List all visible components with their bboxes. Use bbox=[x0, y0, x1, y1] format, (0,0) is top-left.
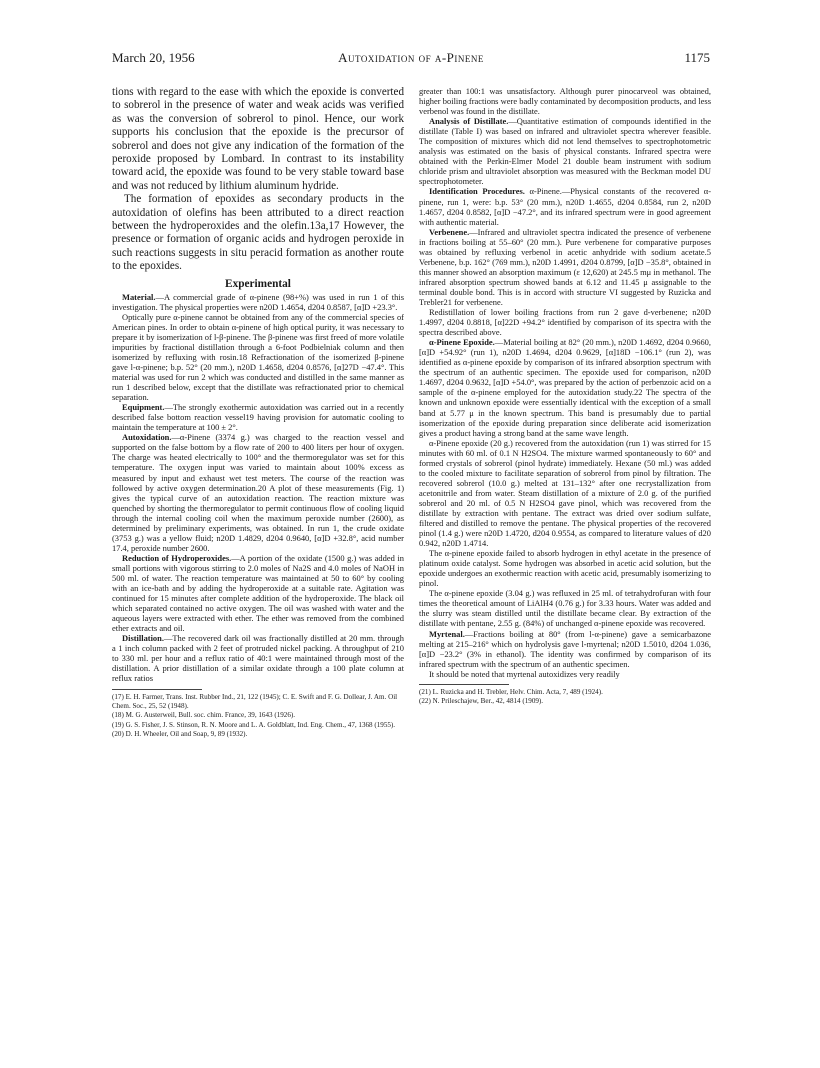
intro-paragraph: tions with regard to the ease with which the epoxide is converted to sobrerol in the presence of water and weak acids was verified as was the conversion of sobrerol to pinol. Hence, our work supports his conclusion that the epoxide is the precursor of sobrerol and does not give any indication of the formation of the peroxide proposed by Lombard. In contrast to its instability toward acid, the epoxide was found to be very stable toward base and was not reduced by lithium aluminum hydride. bbox=[112, 86, 404, 192]
paragraph bbox=[112, 402, 404, 432]
footnote: (20) D. H. Wheeler, Oil and Soap, 9, 89 (1932). bbox=[112, 730, 248, 739]
paragraph-run-in: Reduction of Hydroperoxides. bbox=[122, 552, 232, 563]
paragraph bbox=[419, 629, 711, 669]
footnote: (21) L. Ruzicka and H. Trebler, Helv. Chim. Acta, 7, 489 (1924). bbox=[419, 687, 603, 696]
paragraph-run-in: Verbenene. bbox=[429, 226, 470, 237]
intro-paragraph: The formation of epoxides as secondary products in the autoxidation of olefins has been attributed to a direct reaction between the hydroperoxides and the olefin.13a,17 However, the presence or formation of organic acids and hydrogen peroxide in such reactions suggests in situ peracid formation as another route to the epoxides. bbox=[112, 193, 404, 273]
paragraph-run-in: Material. bbox=[122, 291, 156, 302]
paragraph-run-in: Identification Procedures. bbox=[429, 186, 525, 197]
paragraph-text: The α-pinene epoxide failed to absorb hydrogen in ethyl acetate in the presence of platinum oxide catalyst. Some hydrogen was absorbed in acetic acid solution, but the epoxide undergoes an exothermic reaction with acetic acid, presumably isomerizing to pinol. bbox=[419, 548, 711, 589]
paragraph-text: —Fractions boiling at 80° (from l-α-pinene) gave a semicarbazone melting at 215–216° which on hydrolysis gave l-myrtenal; n20D 1.5010, d204 1.036, [α]D −23.2° (3% in ethanol). The identity was confirmed by comparison of its infrared spectrum with the spectrum of an authentic specimen. bbox=[419, 628, 711, 669]
paragraph bbox=[419, 116, 711, 186]
paragraph-run-in: Distillation. bbox=[122, 633, 164, 644]
header-page-number: 1175 bbox=[684, 50, 710, 65]
paragraph bbox=[112, 312, 404, 402]
paragraph-text: —A commercial grade of α-pinene (98+%) was used in run 1 of this investigation. The physical properties were n20D 1.4654, d204 0.8587, [α]D +23.3°. bbox=[112, 291, 404, 312]
paragraph-text: It should be noted that myrtenal autoxidizes very readily bbox=[429, 668, 620, 679]
paragraph-text: —Material boiling at 82° (20 mm.), n20D 1.4692, d204 0.9660, [α]D +54.92° (run 1), n20D 1.4694, d204 0.9629, [α]18D −106.1° (run 2), was identified as α-pinene epoxide by comparison of its infrared absorption spectrum with the spectrum of an authentic specimen. The epoxide used for comparison, n20D 1.4697, d204 0.9632, [α]D +54.0°, was prepared by the action of perbenzoic acid on a sample of the α-pinene employed for the autoxidation study.22 The spectra of the known and unknown epoxide were essentially identical with the exception of a small band at 5.77 μ in the known spectrum. This band is presumably due to partial isomerization of the epoxide during preparation since deliberate acid isomerization gives a product having a strong band at the same wave length. bbox=[419, 337, 711, 438]
paragraph-text: The α-pinene epoxide (3.04 g.) was refluxed in 25 ml. of tetrahydrofuran with four times the theoretical amount of LiAlH4 (0.76 g.) for 3.33 hours. Water was added and the slurry was steam distilled until the distillate became clear. By extraction of the distillate with pentane, 2.55 g. (84%) of unchanged α-pinene epoxide was recovered. bbox=[419, 588, 711, 629]
paragraph-text: Optically pure α-pinene cannot be obtained from any of the commercial species of American pines. In order to obtain α-pinene of high optical purity, it was necessary to prepare it by isomerization of l-β-pinene. The β-pinene was first freed of more volatile impurities by fractional distillation through a 6-foot Podbielniak column and then isomerized by refluxing with rosin.18 Refractionation of the isomerized β-pinene gave l-α-pinene; b.p. 52° (20 mm.), n20D 1.4658, d204 0.8576, [α]27D −47.4°. This material was used for run 2 which was conducted and distilled in the same manner as run 1 described below, except that the distillate was refractionated prior to chemical separation. bbox=[112, 311, 404, 403]
paragraph-text: —Infrared and ultraviolet spectra indicated the presence of verbenene in fractions boiling at 55–60° (20 mm.). Pure verbenene for comparative purposes was obtained by refluxing verbenol in acetic anhydride with sodium acetate.5 Verbenene, b.p. 162° (769 mm.), n20D 1.4991, d204 0.8799, [α]D −35.8°, obtained in this manner showed an absorption maximum (ε 12,620) at 245.5 mμ in methanol. The infrared absorption spectrum showed bands at 6.12 and 11.45 μ assignable to the terminal double bond. This is in accord with structure VI suggested by Ruzicka and Trebler21 for verbenene. bbox=[419, 226, 711, 307]
paragraph bbox=[419, 307, 711, 337]
footnote: (22) N. Prileschajew, Ber., 42, 4814 (1909). bbox=[419, 697, 544, 706]
paragraph-text: α-Pinene.—Physical constants of the recovered α-pinene, run 1, were: b.p. 53° (20 mm.), n20D 1.4655, d204 0.8584, run 2, n20D 1.4657, d204 0.8582, [α]D −47.2°, and its infrared spectrum were in good agreement with authentic material. bbox=[419, 186, 711, 227]
paragraph-run-in: α-Pinene Epoxide. bbox=[429, 337, 495, 348]
footnote-divider bbox=[419, 684, 509, 685]
footnote-divider bbox=[112, 689, 202, 690]
footnote: (17) E. H. Farmer, Trans. Inst. Rubber Ind., 21, 122 (1945); C. E. Swift and F. G. Dollear, J. Am. Oil Chem. Soc., 25, 52 (1948). bbox=[112, 692, 398, 710]
running-header bbox=[112, 50, 710, 70]
paragraph-text: —The strongly exothermic autoxidation was carried out in a recently described false bottom reaction vessel19 having provision for automatic cooling to maintain the temperature at 100 ± 2°. bbox=[112, 402, 404, 433]
paragraph-run-in: Autoxidation. bbox=[122, 432, 172, 443]
paragraph bbox=[419, 86, 711, 116]
paragraph-run-in: Myrtenal. bbox=[429, 628, 465, 639]
footnote: (19) G. S. Fisher, J. S. Stinson, R. N. Moore and L. A. Goldblatt, Ind. Eng. Chem., 47, 1368 (1955). bbox=[112, 720, 396, 729]
paragraph bbox=[419, 669, 711, 679]
paragraph bbox=[112, 633, 404, 683]
paragraph-text: —The recovered dark oil was fractionally distilled at 20 mm. through a 1 inch column packed with 2 feet of protruded nickel packing. A throughput of 210 to 330 ml. per hour and a reflux ratio of 40:1 were maintained through most of the distillation. A prior distillation of a similar oxidate through a 100 plate column at reflux ratios bbox=[112, 633, 404, 684]
paragraph bbox=[112, 432, 404, 553]
paragraph-text: —A portion of the oxidate (1500 g.) was added in small portions with vigorous stirring to 2.0 moles of Na2S and 4.0 moles of NaOH in 500 ml. of water. The reaction temperature was maintained at 50 to 60° by cooling with an ice-bath and by adding the hydroperoxide at a suitable rate. Agitation was continued for 15 minutes after complete addition of the hydroperoxide. The black oil which separated contained no active oxygen. The oil was washed with water and the aqueous layers were extracted with ether. The ether was removed from the combined ether extracts and oil. bbox=[112, 552, 404, 634]
left-column bbox=[112, 86, 404, 1031]
paragraph bbox=[419, 548, 711, 588]
right-column bbox=[419, 86, 711, 1026]
paragraph bbox=[419, 438, 711, 549]
paragraph bbox=[419, 337, 711, 437]
header-date: March 20, 1956 bbox=[112, 50, 195, 65]
paragraph-text: Redistillation of lower boiling fractions from run 2 gave d-verbenene; n20D 1.4997, d204 0.8818, [α]22D +94.2° identified by comparison of its spectra with the spectra described above. bbox=[419, 307, 711, 338]
paragraph-text: α-Pinene epoxide (20 g.) recovered from the autoxidation (run 1) was stirred for 15 minutes with 60 ml. of 0.1 N H2SO4. The mixture warmed spontaneously to 60° and formed crystals of sobrerol (pinol hydrate) immediately. Hexane (50 ml.) was added to the cooled mixture to facilitate separation of sobrerol from pinol by filtration. The recovered sobrerol (10.0 g.) melted at 131–132° after one recrystallization from acetonitrile and from water. Steam distillation of a mixture of 2.0 g. of the purified sobrerol and 20 ml. of 0.5 N H2SO4 gave pinol, which was recovered from the distillate by extraction with pentane. The extract was dried over sodium sulfate, filtered and distilled to remove the pentane. The physical properties of the recovered pinol (1.4 g.) were n20D 1.4720, d204 0.9554, as compared to literature values of d20 0.942, n20D 1.4714. bbox=[419, 437, 711, 549]
paragraph-text: greater than 100:1 was unsatisfactory. Although purer pinocarveol was obtained, higher boiling fractions were badly contaminated by decomposition products, and less verbenol was found in the distillate. bbox=[419, 86, 711, 117]
paragraph bbox=[419, 227, 711, 307]
section-heading: Experimental bbox=[225, 277, 291, 290]
paragraph-text: —α-Pinene (3374 g.) was charged to the reaction vessel and supported on the false bottom by a flow rate of 200 to 400 liters per hour of oxygen. The charge was heated electrically to 100° and the thermoregulator was set for this temperature. The oxygen input was varied to maintain about 100% excess as measured by input and exhaust wet test meters. The course of the reaction was followed by active oxygen determination.20 A plot of these measurements (Fig. 1) gives the typical curve of an autoxidation reaction. The reaction mixture was quenched by shorting the thermoregulator to permit continuous flow of cooling liquid through the internal cooling coil when the maximum peroxide number (2600), as determined by preliminary experiments, was obtained. In run 1, the crude oxidate (3753 g.) was a yellow fluid; n20D 1.4829, d204 0.9640, [α]D +32.8°, acid number 17.4, peroxide number 2600. bbox=[112, 432, 404, 553]
paragraph-run-in: Analysis of Distillate. bbox=[429, 116, 509, 127]
paragraph bbox=[112, 553, 404, 633]
paragraph-run-in: Equipment. bbox=[122, 402, 165, 413]
paragraph-text: —Quantitative estimation of compounds identified in the distillate (Table I) was based on infrared and ultraviolet spectra wherever feasible. The composition of mixtures which did not lend themselves to spectrophotometric analysis was estimated on the basis of physical constants. Infrared spectra were obtained with the Perkin-Elmer Model 21 double beam instrument with sodium chloride prism and ultraviolet absorption was measured with the Beckman model DU spectrophotometer. bbox=[419, 116, 711, 187]
paragraph bbox=[419, 186, 711, 226]
paragraph bbox=[112, 292, 404, 312]
header-title: Autoxidation of α-Pinene bbox=[338, 50, 484, 65]
footnote: (18) M. G. Austerweil, Bull. soc. chim. France, 39, 1643 (1926). bbox=[112, 711, 296, 720]
paragraph bbox=[419, 588, 711, 628]
